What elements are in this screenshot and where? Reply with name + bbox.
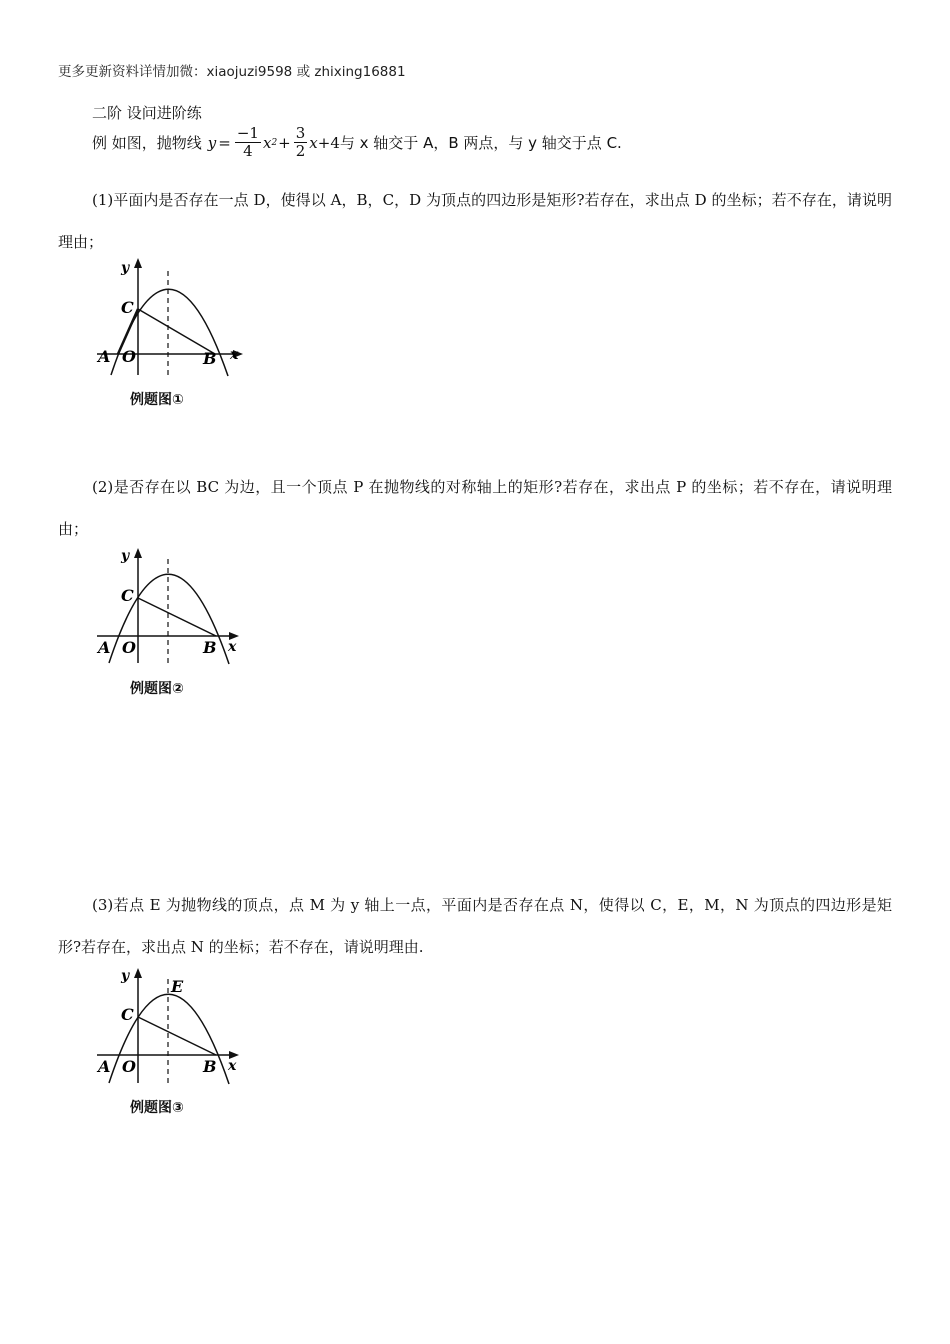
figure-3 (95, 965, 255, 1129)
label-x: x (230, 347, 239, 363)
formula-exponent: 2 (271, 137, 278, 148)
example-prefix: 例 如图，抛物线 (92, 134, 202, 153)
figure-1 (95, 255, 255, 419)
figure-3-caption: 例题图③ (130, 1100, 184, 1116)
label-x: x (228, 639, 237, 655)
page-header: 更多更新资料详情加微：xiaojuzi9598 或 zhixing16881 (58, 64, 406, 80)
label-y: y (121, 968, 130, 984)
formula-fraction-2 (294, 125, 308, 161)
label-c: C (121, 298, 134, 317)
example-statement (92, 125, 622, 161)
question-3: (3)若点 E 为抛物线的顶点，点 M 为 y 轴上一点，平面内是否存在点 N，使得以 C，E，M，N 为顶点的四边形是矩形?若存在，求出点 N 的坐标；若不存在，请说明理由. (58, 896, 892, 956)
formula-x1: x (262, 133, 272, 152)
label-o: O (122, 638, 136, 657)
y-axis-arrow-icon (134, 258, 142, 268)
fraction-2-denominator: 2 (295, 142, 306, 161)
label-a: A (98, 347, 111, 366)
formula-eq: = (218, 133, 231, 152)
segment-bc (138, 598, 216, 636)
label-y: y (121, 548, 130, 564)
question-2: (2)是否存在以 BC 为边，且一个顶点 P 在抛物线的对称轴上的矩形?若存在，求出点 P 的坐标；若不存在，请说明理由； (58, 478, 892, 538)
label-b: B (203, 1057, 217, 1076)
formula-fraction-1 (235, 125, 261, 161)
section-title: 二阶 设问进阶练 (92, 104, 202, 122)
fraction-1-denominator: 4 (243, 142, 253, 161)
label-b: B (203, 349, 217, 368)
formula-y: y (207, 133, 217, 152)
formula-tail: +4 (317, 133, 340, 152)
label-c: C (121, 1005, 134, 1024)
segment-bc (138, 309, 215, 354)
label-a: A (98, 1057, 111, 1076)
fraction-1-numerator: −1 (236, 124, 259, 142)
label-y: y (121, 260, 130, 276)
label-e: E (171, 977, 184, 996)
label-o: O (122, 1057, 136, 1076)
label-x: x (228, 1058, 237, 1074)
label-a: A (98, 638, 111, 657)
label-b: B (203, 638, 217, 657)
figure-1-caption: 例题图① (130, 392, 184, 408)
label-o: O (122, 347, 136, 366)
formula (208, 125, 340, 161)
example-suffix: 与 x 轴交于 A，B 两点，与 y 轴交于点 C. (339, 134, 622, 153)
label-c: C (121, 586, 134, 605)
fraction-2-numerator: 3 (295, 124, 306, 142)
segment-bc (138, 1017, 216, 1055)
question-1: (1)平面内是否存在一点 D，使得以 A，B，C，D 为顶点的四边形是矩形?若存在，求出点 D 的坐标；若不存在，请说明理由； (58, 191, 892, 251)
y-axis-arrow-icon (134, 968, 142, 978)
y-axis-arrow-icon (134, 548, 142, 558)
formula-x2: x (309, 133, 318, 152)
formula-plus: + (278, 133, 291, 152)
figure-2-caption: 例题图② (130, 681, 184, 697)
figure-2 (95, 545, 255, 709)
